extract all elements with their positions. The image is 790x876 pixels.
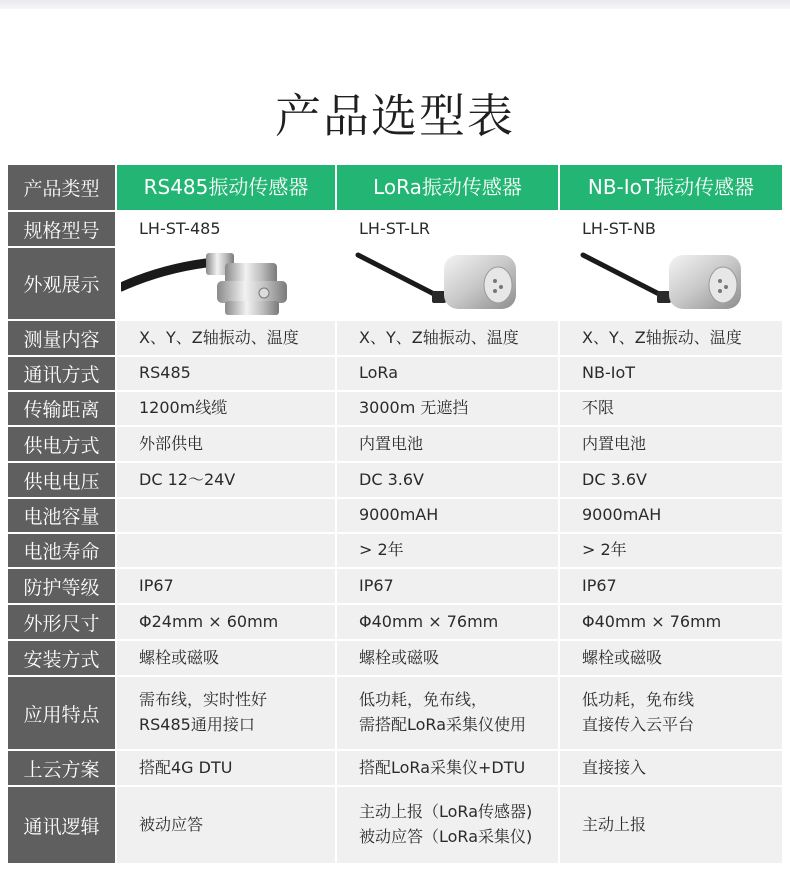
table-cell: IP67: [115, 569, 335, 603]
row-label: 规格型号: [8, 212, 115, 246]
table-cell: [335, 787, 558, 863]
table-cell: LH-ST-485: [115, 212, 335, 246]
table-cell: LH-ST-NB: [558, 212, 782, 246]
row-label: 供电方式: [8, 427, 115, 461]
table-cell: RS485: [115, 357, 335, 390]
table-cell: X、Y、Z轴振动、温度: [115, 321, 335, 355]
table-cell: Φ40mm × 76mm: [335, 605, 558, 639]
table-row: [8, 321, 782, 357]
table-row: [8, 787, 782, 865]
row-label: 传输距离: [8, 392, 115, 425]
table-cell: LH-ST-LR: [335, 212, 558, 246]
table-row: [8, 534, 782, 569]
table-row: [8, 569, 782, 605]
table-cell: 搭配4G DTU: [115, 751, 335, 785]
row-label: 外观展示: [8, 248, 115, 319]
table-row-appearance: [8, 248, 782, 321]
table-cell: 9000mAH: [335, 499, 558, 532]
table-row: [8, 751, 782, 787]
table-cell: 9000mAH: [558, 499, 782, 532]
row-label: 测量内容: [8, 321, 115, 355]
row-label: 外形尺寸: [8, 605, 115, 639]
table-cell: [115, 677, 335, 749]
row-label: 安装方式: [8, 641, 115, 675]
table-cell: 1200m线缆: [115, 392, 335, 425]
table-cell: DC 3.6V: [558, 463, 782, 497]
row-label: 供电电压: [8, 463, 115, 497]
cell-line: 需搭配LoRa采集仪使用: [359, 715, 526, 734]
table-cell: 3000m 无遮挡: [335, 392, 558, 425]
lora-vibration-sensor-icon: [348, 249, 548, 319]
cell-line: 低功耗，免布线: [582, 690, 695, 710]
product-name-lora: LoRa振动传感器: [335, 165, 558, 210]
table-cell: 内置电池: [558, 427, 782, 461]
table-cell: Φ40mm × 76mm: [558, 605, 782, 639]
cell-line: 被动应答（LoRa采集仪): [359, 827, 533, 846]
cell-line: 直接传入云平台: [582, 715, 695, 734]
table-cell: [115, 499, 335, 532]
table-cell: DC 3.6V: [335, 463, 558, 497]
table-row: [8, 605, 782, 641]
product-name-nbiot: NB-IoT振动传感器: [558, 165, 782, 210]
table-cell: [115, 534, 335, 567]
sensor-image-rs485: [115, 248, 335, 319]
table-cell: IP67: [558, 569, 782, 603]
table-cell: 螺栓或磁吸: [558, 641, 782, 675]
table-row: [8, 392, 782, 427]
table-cell: 内置电池: [335, 427, 558, 461]
table-cell: X、Y、Z轴振动、温度: [558, 321, 782, 355]
table-cell: [335, 677, 558, 749]
sensor-image-lora: [335, 248, 558, 319]
table-cell: 搭配LoRa采集仪+DTU: [335, 751, 558, 785]
table-cell: X、Y、Z轴振动、温度: [335, 321, 558, 355]
table-cell: NB-IoT: [558, 357, 782, 390]
cell-line: 需布线，实时性好: [139, 690, 268, 710]
cell-line: 主动上报（LoRa传感器): [359, 802, 533, 822]
table-cell: 不限: [558, 392, 782, 425]
wired-vibration-sensor-icon: [121, 249, 331, 319]
table-row: [8, 641, 782, 677]
row-label: 上云方案: [8, 751, 115, 785]
table-cell: LoRa: [335, 357, 558, 390]
row-label: 电池容量: [8, 499, 115, 532]
nb-iot-vibration-sensor-icon: [571, 249, 771, 319]
table-cell: Φ24mm × 60mm: [115, 605, 335, 639]
header-label: 产品类型: [8, 165, 115, 210]
table-cell: 被动应答: [115, 787, 335, 863]
row-label: 通讯逻辑: [8, 787, 115, 863]
table-cell: > 2年: [558, 534, 782, 567]
cell-line: 低功耗，免布线，: [359, 690, 488, 710]
cell-line: RS485通用接口: [139, 715, 255, 734]
table-row: [8, 677, 782, 751]
row-label: 应用特点: [8, 677, 115, 749]
table-row: [8, 427, 782, 463]
table-cell: 螺栓或磁吸: [335, 641, 558, 675]
table-row: [8, 357, 782, 392]
table-cell: 直接接入: [558, 751, 782, 785]
table-cell: > 2年: [335, 534, 558, 567]
table-cell: 主动上报: [558, 787, 782, 863]
table-cell: [558, 677, 782, 749]
row-label: 电池寿命: [8, 534, 115, 567]
table-cell: DC 12～24V: [115, 463, 335, 497]
sensor-image-nbiot: [558, 248, 782, 319]
table-cell: 外部供电: [115, 427, 335, 461]
table-cell: IP67: [335, 569, 558, 603]
table-row: [8, 463, 782, 499]
row-label: 防护等级: [8, 569, 115, 603]
table-cell: 螺栓或磁吸: [115, 641, 335, 675]
table-row: [8, 499, 782, 534]
product-name-rs485: RS485振动传感器: [115, 165, 335, 210]
selection-table: [8, 165, 782, 865]
page-title: 产品选型表: [275, 89, 515, 143]
table-header-row: [8, 165, 782, 212]
table-row-model: [8, 212, 782, 248]
top-band: [0, 0, 790, 9]
row-label: 通讯方式: [8, 357, 115, 390]
